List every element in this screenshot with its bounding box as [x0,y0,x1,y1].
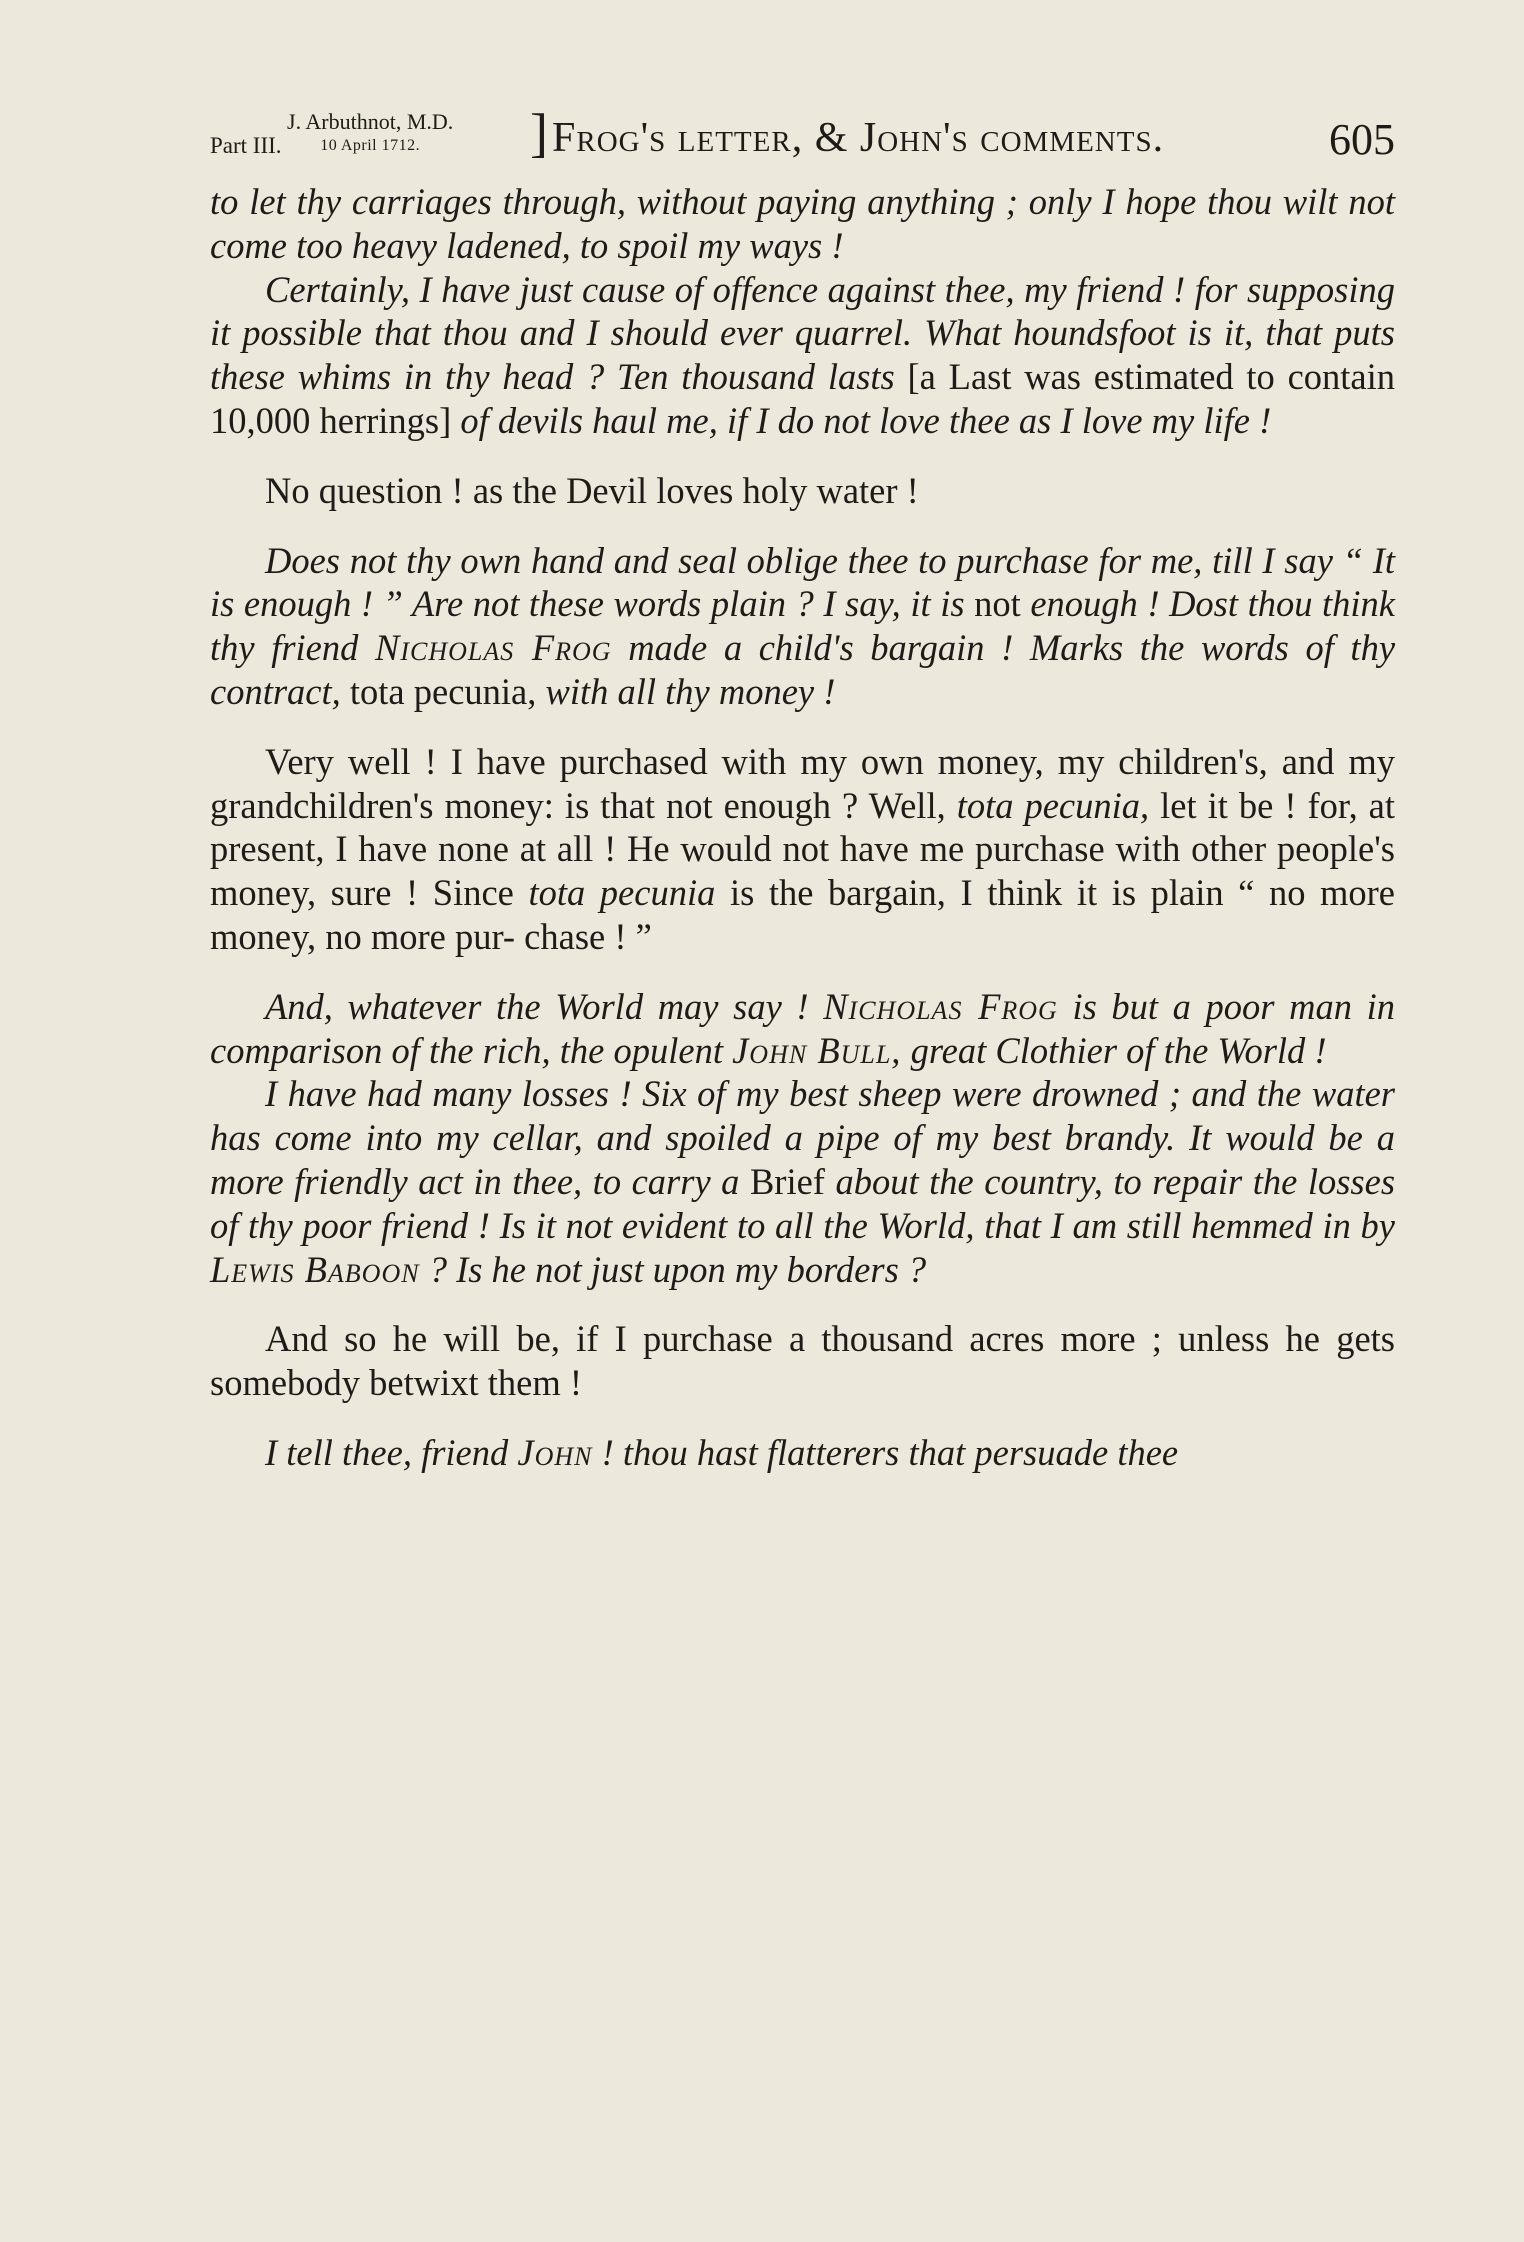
frog-paragraph-2: Certainly, I have just cause of offence against thee, my friend ! for supposing it possible that thou and I should ever quarrel. What houndsfoot is it, that puts these whims in thy head ? Ten thousand lasts [a Last was estimated to contain 10,000 herrings] of devils haul me, if I do not love thee as I love my life ! [210,268,1395,441]
book-page [210,100,1395,1475]
header-citation [210,110,453,158]
frog-paragraph-6: I tell thee, friend John ! thou hast flatterers that persuade thee [265,1431,1179,1473]
name-john-bull: John Bull, [732,1029,902,1071]
name-nicholas-frog: Nicholas Frog [375,627,612,669]
comment-paragraph-1: No question ! as the Devil loves holy water ! [265,469,919,511]
frog-paragraph-5: I have had many losses ! Six of my best sheep were drowned ; and the water has come into my cellar, and spoiled a pipe of my best brandy. It would be a more friendly act in thee, to carry a Brief about the country, to repair the losses of thy poor friend ! Is it not evident to all the World, that I am still hemmed in by Lewis Baboon ? Is he not just upon my borders ? [210,1073,1396,1290]
name-lewis-baboon: Lewis Baboon [210,1248,420,1290]
header-bracket: ] [530,103,548,163]
page-number: 605 [1329,115,1395,164]
comment-paragraph-2: Very well ! I have purchased with my own money, my children's, and my grandchildren's money: is that not enough ? Well, tota pecunia, let it be ! for, at present, I have none at all ! He would not have me purchase with other people's money, sure ! Since tota pecunia is the bargain, I think it is plain “ no more money, no more pur- chase ! ” [210,740,1396,957]
header-title: Frog's letter, & John's comments. [552,115,1165,161]
name-john: John [517,1431,593,1473]
editorial-note: [a Last was estimated to contain 10,000 herrings] [210,356,1395,441]
frog-paragraph-4: And, whatever the World may say ! Nicholas Frog is but a poor man in comparison of the rich, the opulent John Bull, great Clothier of the World ! [210,985,1395,1071]
page-body [210,180,1395,1475]
header-author: J. Arbuthnot, M.D. [287,109,454,134]
running-header [210,100,1395,180]
name-nicholas-frog: Nicholas Frog [823,985,1058,1027]
header-part: Part III. [210,133,282,158]
frog-paragraph-3: Does not thy own hand and seal oblige thee to purchase for me, till I say “ It is enough ! ” Are not these words plain ? I say, it is not enough ! Dost thou think thy friend Nicholas Frog made a child's bargain ! Marks the words of thy contract, tota pecunia, with all thy money ! [210,539,1396,712]
header-date: 10 April 1712. [320,137,421,154]
frog-paragraph-1: to let thy carriages through, without paying anything ; only I hope thou wilt not come too heavy ladened, to spoil my ways ! [210,181,1395,266]
comment-paragraph-3: And so he will be, if I purchase a thousand acres more ; unless he gets somebody betwixt them ! [210,1318,1395,1404]
